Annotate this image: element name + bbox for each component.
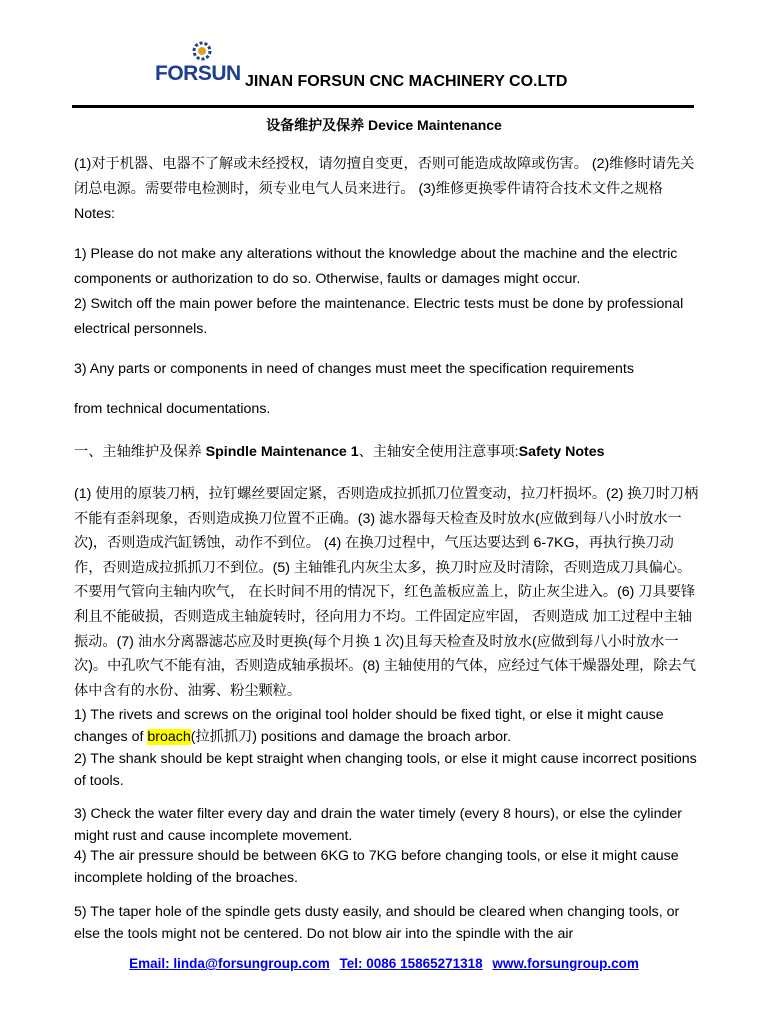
highlighted-word: broach: [147, 729, 191, 745]
website-link[interactable]: www.forsungroup.com: [492, 956, 639, 971]
company-logo: FORSUN: [155, 62, 241, 85]
page-header: [155, 40, 695, 100]
paragraph-spindle-4: 4) The air pressure should be between 6KG to 7KG before changing tools, or else it might cause incomplete holding of the broaches.: [74, 848, 679, 886]
paragraph-note-3-cont: from technical documentations.: [74, 401, 271, 417]
page-footer: [0, 956, 768, 971]
paragraph-note-3: 3) Any parts or components in need of changes must meet the specification requirements: [74, 361, 634, 377]
paragraph-spindle-2: 2) The shank should be kept straight when changing tools, or else it might cause incorrect positions of tools.: [74, 751, 697, 789]
section-heading-cn: 一、主轴维护及保养: [74, 444, 206, 460]
paragraph-cn-spindle: (1) 使用的原装刀柄，拉钉螺丝要固定紧，否则造成拉抓抓刀位置变动，拉刀杆损坏。(2) 换刀时刀柄不能有歪斜现象，否则造成换刀位置不正确。(3) 滤水器每天检查及时放水(应做到每八小时放水一次)，否则造成汽缸锈蚀，动作不到位。 (4) 在换刀过程中，气压达要达到 6-7KG，再执行换刀动作，否则造成拉抓抓刀不到位。(5) 主轴锥孔内灰尘太多，换刀时应及时清除，否则造成刀具偏心。不要用气管向主轴内吹气， 在长时间不用的情况下，红色盖板应盖上，防止灰尘进入。(6) 刀具要锋利且不能破损，否则造成主轴旋转时，径向用力不均。工件固定应牢固， 否则造成 加工过程中主轴振动。(7) 油水分离器滤芯应及时更换(每个月换 1 次)且每天检查及时放水(应做到每八小时放水一 次)。中孔吹气不能有油，否则造成轴承损坏。(8) 主轴使用的气体，应经过气体干燥器处理，除去气体中含有的水份、油雾、粉尘颗粒。: [74, 486, 699, 699]
paragraph-spindle-1: [74, 704, 700, 748]
section-subheading-en: Safety Notes: [518, 444, 605, 460]
section-subheading-cn: 、主轴安全使用注意事项:: [358, 444, 519, 460]
page-title: 设备维护及保养 Device Maintenance: [266, 117, 502, 133]
email-link[interactable]: Email: linda@forsungroup.com: [129, 956, 330, 971]
header-divider: [72, 105, 694, 108]
gear-logo-icon: [191, 40, 213, 62]
section-heading-en: Spindle Maintenance 1: [205, 444, 359, 460]
paragraph-note-1: 1) Please do not make any alterations without the knowledge about the machine and the electric components or authorization to do so. Otherwise, faults or damages might occur.: [74, 246, 678, 287]
tel-link[interactable]: Tel: 0086 15865271318: [339, 956, 483, 971]
paragraph-spindle-5: 5) The taper hole of the spindle gets dusty easily, and should be cleared when changing tools, or else the tools might not be centered. Do not blow air into the spindle with the air: [74, 904, 680, 942]
spindle-1-text: 1) The rivets and screws on the original tool holder should be fixed tight, or else it might cause changes of: [74, 707, 664, 745]
paragraph-cn-notes: (1)对于机器、电器不了解或未经授权，请勿擅自变更，否则可能造成故障或伤害。 (2)维修时请先关闭总电源。需要带电检测时，须专业电气人员来进行。 (3)维修更换零件请符合技术文件之规格Notes:: [74, 156, 695, 222]
company-name: JINAN FORSUN CNC MACHINERY CO.LTD: [245, 73, 568, 90]
paragraph-note-2: 2) Switch off the main power before the maintenance. Electric tests must be done by professional electrical personnels.: [74, 296, 684, 337]
spindle-1-text-cont: (拉抓抓刀) positions and damage the broach arbor.: [190, 729, 511, 745]
section-heading: [74, 440, 700, 465]
paragraph-spindle-3: 3) Check the water filter every day and drain the water timely (every 8 hours), or else the cylinder might rust and cause incomplete movement.: [74, 806, 682, 844]
